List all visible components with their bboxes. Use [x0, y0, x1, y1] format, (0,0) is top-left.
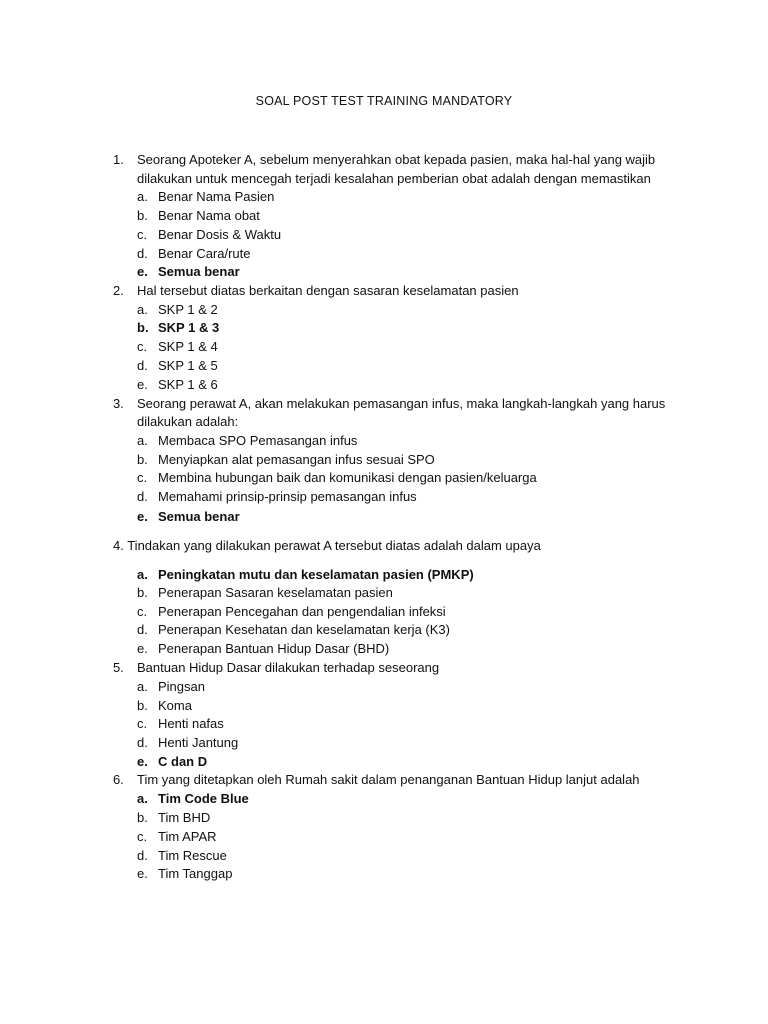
option-label: c. — [137, 716, 148, 731]
option-text: Penerapan Bantuan Hidup Dasar (BHD) — [158, 641, 390, 656]
option-label: c. — [137, 829, 148, 844]
question-text: dilakukan adalah: — [137, 414, 239, 429]
option-label: e. — [137, 866, 148, 881]
option-text: Tim Rescue — [158, 848, 227, 863]
option-text: Semua benar — [158, 509, 240, 524]
option-text: Penerapan Pencegahan dan pengendalian infeksi — [158, 604, 446, 619]
option-text: SKP 1 & 3 — [158, 320, 220, 335]
option-label: b. — [137, 452, 148, 467]
option-text: Menyiapkan alat pemasangan infus sesuai SPO — [158, 452, 435, 467]
option-label: d. — [137, 622, 148, 637]
option-text: Benar Cara/rute — [158, 246, 251, 261]
option-text: Pingsan — [158, 679, 205, 694]
question-text: dilakukan untuk mencegah terjadi kesalahan pemberian obat adalah dengan memastikan — [137, 171, 651, 186]
option-label: a. — [137, 189, 148, 204]
option-label: a. — [137, 567, 148, 582]
option-label: e. — [137, 641, 148, 656]
question-text: Bantuan Hidup Dasar dilakukan terhadap seseorang — [137, 660, 440, 675]
option-label: b. — [137, 810, 148, 825]
question-text: Hal tersebut diatas berkaitan dengan sasaran keselamatan pasien — [137, 283, 519, 298]
option-text: Tim BHD — [158, 810, 211, 825]
option-label: e. — [137, 377, 148, 392]
question-number: 6. — [113, 772, 124, 787]
option-label: e. — [137, 264, 148, 279]
option-label: d. — [137, 735, 148, 750]
question-number: 2. — [113, 283, 124, 298]
option-text: SKP 1 & 6 — [158, 377, 218, 392]
question-number: 3. — [113, 396, 124, 411]
option-text: SKP 1 & 2 — [158, 302, 218, 317]
question-text: Seorang Apoteker A, sebelum menyerahkan obat kepada pasien, maka hal-hal yang wajib — [137, 152, 656, 167]
option-text: Henti Jantung — [158, 735, 239, 750]
option-text: Tim APAR — [158, 829, 217, 844]
question-number: 1. — [113, 152, 124, 167]
option-text: Memahami prinsip-prinsip pemasangan infus — [158, 489, 417, 504]
option-label: d. — [137, 246, 148, 261]
option-label: d. — [137, 358, 148, 373]
question-text: 4. Tindakan yang dilakukan perawat A tersebut diatas adalah dalam upaya — [113, 538, 541, 553]
option-text: Benar Dosis & Waktu — [158, 227, 282, 242]
option-label: e. — [137, 509, 148, 524]
option-text: Benar Nama obat — [158, 208, 260, 223]
option-text: Penerapan Kesehatan dan keselamatan kerja (K3) — [158, 622, 450, 637]
option-label: a. — [137, 791, 148, 806]
option-label: e. — [137, 754, 148, 769]
option-label: a. — [137, 679, 148, 694]
option-label: c. — [137, 339, 148, 354]
option-text: Tim Tanggap — [158, 866, 233, 881]
option-label: b. — [137, 585, 148, 600]
question-text: Seorang perawat A, akan melakukan pemasangan infus, maka langkah-langkah yang harus — [137, 396, 666, 411]
option-text: Semua benar — [158, 264, 240, 279]
option-text: Henti nafas — [158, 716, 224, 731]
option-text: Penerapan Sasaran keselamatan pasien — [158, 585, 393, 600]
option-label: d. — [137, 489, 148, 504]
option-label: c. — [137, 604, 148, 619]
option-label: c. — [137, 227, 148, 242]
option-label: d. — [137, 848, 148, 863]
option-label: a. — [137, 302, 148, 317]
document-title: SOAL POST TEST TRAINING MANDATORY — [255, 94, 513, 108]
option-text: Peningkatan mutu dan keselamatan pasien (PMKP) — [158, 567, 474, 582]
option-text: SKP 1 & 4 — [158, 339, 218, 354]
option-label: b. — [137, 208, 148, 223]
question-number: 5. — [113, 660, 124, 675]
option-text: Koma — [158, 698, 192, 713]
option-label: b. — [137, 698, 148, 713]
option-text: C dan D — [158, 754, 208, 769]
option-label: c. — [137, 470, 148, 485]
option-text: SKP 1 & 5 — [158, 358, 218, 373]
option-label: b. — [137, 320, 149, 335]
option-text: Benar Nama Pasien — [158, 189, 275, 204]
question-text: Tim yang ditetapkan oleh Rumah sakit dalam penanganan Bantuan Hidup lanjut adalah — [137, 772, 640, 787]
option-label: a. — [137, 433, 148, 448]
option-text: Membaca SPO Pemasangan infus — [158, 433, 358, 448]
option-text: Tim Code Blue — [158, 791, 249, 806]
option-text: Membina hubungan baik dan komunikasi dengan pasien/keluarga — [158, 470, 537, 485]
